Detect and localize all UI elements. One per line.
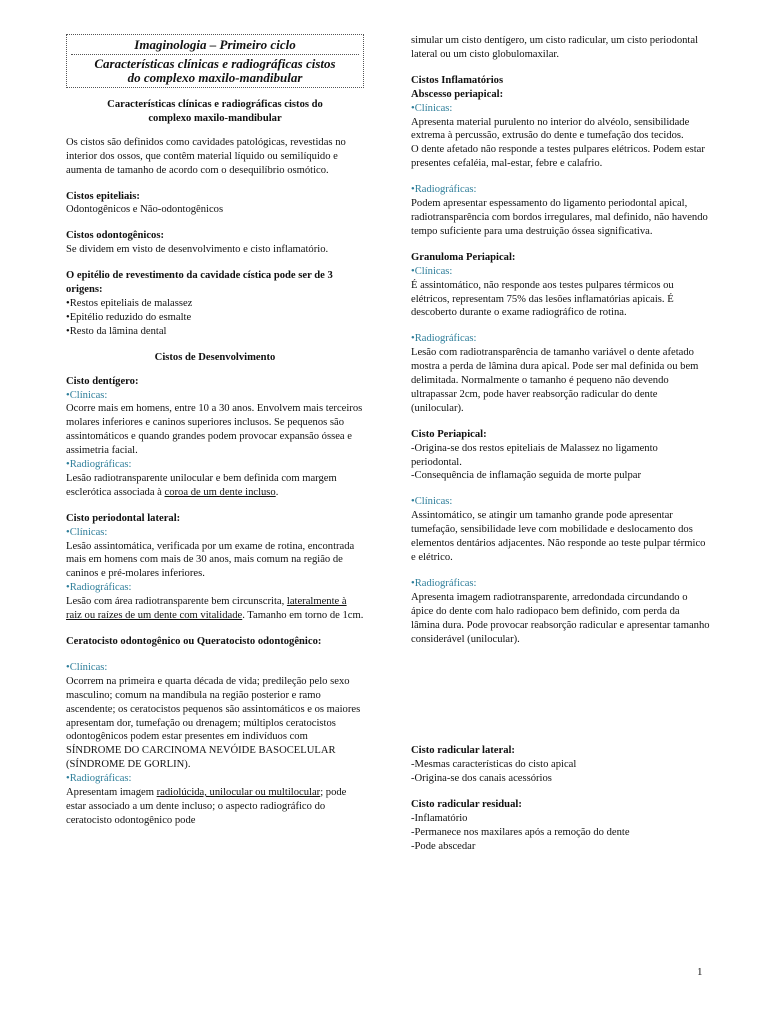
- section-title: Cisto radicular lateral:: [411, 745, 515, 757]
- radiograficas-label: •Radiográficas:: [66, 459, 132, 471]
- underlined-text: lateralmente à raiz ou raízes de um dente com vitalidade: [66, 596, 347, 622]
- topic-title-line-2: do complexo maxilo-mandibular: [127, 70, 303, 85]
- section-title: Granuloma Periapical:: [411, 251, 516, 263]
- radiograficas-label: •Radiográficas:: [411, 577, 477, 589]
- radiograficas-text: [66, 786, 364, 828]
- section-title: Ceratocisto odontogênico ou Queratocisto odontogênico:: [66, 636, 322, 647]
- section-ceratocisto: [66, 635, 364, 828]
- clinicas-label: •Clínicas:: [411, 496, 453, 508]
- section-origens: [66, 269, 364, 339]
- text-run: Lesão com área radiotransparente bem circunscrita,: [66, 596, 287, 608]
- text-run: .: [275, 486, 279, 498]
- text-run: . Tamanho em torno de 1cm.: [242, 610, 364, 622]
- radiograficas-label: •Radiográficas:: [411, 333, 477, 345]
- clinicas-text: Ocorrem na primeira e quarta década de vida; predileção pelo sexo masculino; comum na mandíbula na região posterior e ramo ascendente; os ceratocistos pequenos são assintomáticos e os maiores apresentam dor, tumefação ou drenagem; múltiplos ceratocistos odontogênicos podem estar presentes em indivíduos com SÍNDROME DO CARCINOMA NEVÓIDE BASOCELULAR (SÍNDROME DE GORLIN).: [66, 675, 361, 771]
- list-item: •Resto da lâmina dental: [66, 325, 167, 337]
- list-item: -Pode abscedar: [411, 840, 476, 852]
- title-box: [66, 34, 364, 88]
- spacer: [411, 658, 711, 744]
- section-cisto-dentigero: [66, 375, 364, 500]
- right-column: [411, 34, 711, 866]
- list-item: -Permanece nos maxilares após a remoção do dente: [411, 826, 630, 838]
- section-text: Odontogênicos e Não-odontogênicos: [66, 204, 224, 216]
- clinicas-text-2: O dente afetado não responde a testes pulpares elétricos. Podem estar presentes cefaléia, mal-estar, febre e calafrio.: [411, 144, 705, 170]
- section-cisto-periapical: [411, 428, 711, 484]
- radiograficas-text: [66, 595, 364, 623]
- section-title: Cisto dentígero:: [66, 375, 139, 387]
- section-cisto-periodontal-lateral: [66, 512, 364, 623]
- section-cisto-radicular-lateral: [411, 744, 711, 786]
- abscesso-radiograficas: [411, 183, 711, 239]
- periapical-clinicas: [411, 495, 711, 565]
- topic-title: [71, 54, 359, 85]
- clinicas-text: Assintomático, se atingir um tamanho grande pode apresentar tumefação, sensibilidade leve com mobilidade e deslocamento dos elementos dentários adjacentes. Não responde ao teste pulpar térmico e elétrico.: [411, 510, 706, 563]
- spacer: [66, 649, 364, 661]
- section-text: Se dividem em visto de desenvolvimento e cisto inflamatório.: [66, 244, 329, 256]
- radiograficas-label: •Radiográficas:: [411, 184, 477, 196]
- list-item: -Inflamatório: [411, 813, 468, 825]
- clinicas-text: Lesão assintomática, verificada por um exame de rotina, encontrada mais em homens com mais de 30 anos, mais comum na região de caninos e pré-molares inferiores.: [66, 540, 355, 580]
- list-item: •Epitélio reduzido do esmalte: [66, 311, 192, 323]
- section-title: Cistos odontogênicos:: [66, 230, 164, 242]
- document-heading-line-1: Características clínicas e radiográficas cistos do: [107, 99, 323, 110]
- section-cistos-epiteliais: [66, 190, 364, 218]
- section-cisto-radicular-residual: [411, 798, 711, 854]
- clinicas-text: Ocorre mais em homens, entre 10 a 30 anos. Envolvem mais terceiros molares inferiores e caninos superiores inclusos. Se pequenos são assintomáticos e quando grandes podem provocar expansão óssea e assimetria facial.: [66, 403, 363, 457]
- section-title: Cisto Periapical:: [411, 428, 487, 440]
- text-run: Apresentam imagem: [66, 787, 157, 799]
- course-title: Imaginologia – Primeiro ciclo: [134, 37, 296, 52]
- section-title: O epitélio de revestimento da cavidade cística pode ser de 3 origens:: [66, 270, 333, 296]
- clinicas-label: •Clínicas:: [411, 102, 453, 114]
- section-abscesso-periapical: [411, 74, 711, 171]
- underlined-text: coroa de um dente incluso: [164, 486, 276, 498]
- group-title: Cistos Inflamatórios: [411, 74, 504, 86]
- periapical-radiograficas: [411, 577, 711, 647]
- radiograficas-label: •Radiográficas:: [66, 773, 132, 785]
- document-heading-line-2: complexo maxilo-mandibular: [148, 112, 282, 124]
- clinicas-label: •Clínicas:: [66, 661, 108, 673]
- intro-paragraph: Os cistos são definidos como cavidades patológicas, revestidas no interior dos ossos, que contêm material líquido ou semilíquido e aumenta de tamanho de acordo com o desequilíbrio osmótico.: [66, 136, 346, 176]
- section-title: Cistos epiteliais:: [66, 190, 140, 202]
- list-item: -Origina-se dos canais acessórios: [411, 773, 552, 785]
- section-title: Cisto radicular residual:: [411, 799, 522, 811]
- radiograficas-text: [66, 472, 364, 500]
- radiograficas-text: Lesão com radiotransparência de tamanho variável o dente afetado mostra a perda de lâmina dura apical. Pode ser mal definida ou bem delimitada. Normalmente o tamanho é pequeno não devendo ultrapassar 2cm, pode haver reabsorção radicular do dente (unilocular).: [411, 347, 699, 414]
- list-item: •Restos epiteliais de malassez: [66, 297, 193, 309]
- radiograficas-label: •Radiográficas:: [66, 582, 132, 594]
- underlined-text: radiolúcida, unilocular ou multilocular: [156, 787, 321, 799]
- topic-title-line-1: Características clínicas e radiográficas cistos: [94, 56, 336, 71]
- left-column: [66, 34, 364, 828]
- radiograficas-text: Podem apresentar espessamento do ligamento periodontal apical, radiotransparência com bordos irregulares, mal definido, não havendo tempo suficiente para uma destruição óssea significativa.: [411, 198, 708, 237]
- radiograficas-text: Apresenta imagem radiotransparente, arredondada circundando o ápice do dente com halo radiopaco bem definido, com perda da lâmina dura. Pode provocar reabsorção radicular e apresentar tamanho considerável (unilocular).: [411, 591, 710, 645]
- list-item: -Consequência de inflamação seguida de morte pulpar: [411, 470, 642, 482]
- continuation-paragraph: simular um cisto dentígero, um cisto radicular, um cisto periodontal lateral ou um cisto globulomaxilar.: [411, 35, 699, 60]
- heading-desenvolvimento: Cistos de Desenvolvimento: [154, 351, 276, 363]
- clinicas-text: Apresenta material purulento no interior do alvéolo, sensibilidade extrema à percussão, extrusão do dente e tumefação dos tecidos.: [411, 116, 690, 142]
- document-heading: [66, 98, 364, 126]
- list-item: -Mesmas características do cisto apical: [411, 759, 577, 771]
- text-run: ; pode estar associado a um dente incluso; o aspecto radiográfico do ceratocisto odontogênico pode: [66, 787, 347, 826]
- page-number: 1: [697, 966, 703, 978]
- clinicas-text: É assintomático, não responde aos testes pulpares térmicos ou elétricos, representam 75% das lesões inflamatórias apicais. É descoberto durante o exame radiográfico de rotina.: [411, 279, 674, 319]
- granuloma-radiograficas: [411, 332, 711, 415]
- section-title: Abscesso periapical:: [411, 88, 504, 100]
- clinicas-label: •Clínicas:: [66, 526, 108, 538]
- text-run: Lesão radiotransparente unilocular e bem definida com margem esclerótica associada à: [66, 472, 337, 498]
- list-item: -Origina-se dos restos epiteliais de Malassez no ligamento periodontal.: [411, 442, 658, 468]
- clinicas-label: •Clínicas:: [411, 265, 453, 277]
- section-cistos-odontogenicos: [66, 229, 364, 257]
- section-title: Cisto periodontal lateral:: [66, 512, 181, 524]
- section-granuloma-periapical: [411, 251, 711, 321]
- clinicas-label: •Clínicas:: [66, 389, 108, 401]
